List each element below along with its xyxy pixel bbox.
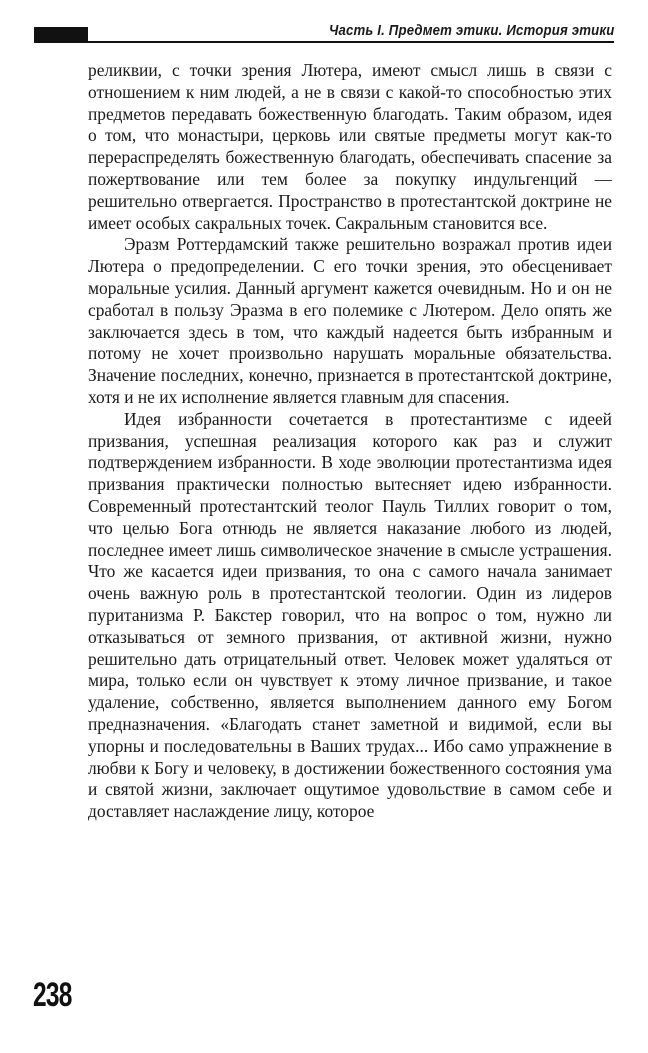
- page-number: 238: [33, 976, 72, 1014]
- header-rule: [88, 41, 614, 43]
- page-body: [88, 60, 612, 823]
- paragraph-1: реликвии, с точки зрения Лютера, имеют смысл лишь в связи с отношением к ним людей, а не в связи с какой-то способностью этих предметов передавать божественную благодать. Таким образом, идея о том, что монастыри, церковь или святые предметы могут как-то перераспределять божественную благодать, обеспечивать спасение за пожертвование или тем более за покупку индульгенций — решительно отвергается. Пространство в протестантской доктрине не имеет особых сакральных точек. Сакральным становится все.: [88, 60, 612, 233]
- paragraph-2: Эразм Роттердамский также решительно возражал против идеи Лютера о предопределении. С его точки зрения, это обесценивает моральные усилия. Данный аргумент кажется очевидным. Но и он не сработал в пользу Эразма в его полемике с Лютером. Дело опять же заключается здесь в том, что каждый надеется быть избранным и потому не хочет произвольно нарушать моральные обязательства. Значение последних, конечно, признается в протестантской доктрине, хотя и не их исполнение является главным для спасения.: [88, 234, 612, 407]
- header-bar: [34, 27, 88, 43]
- running-header: Часть I. Предмет этики. История этики: [328, 22, 614, 39]
- paragraph-3: Идея избранности сочетается в протестантизме с идеей призвания, успешная реализация которого как раз и служит подтверждением избранности. В ходе эволюции протестантизма идея призвания практически полностью вытесняет идею избранности. Современный протестантский теолог Пауль Тиллих говорит о том, что целью Бога отнюдь не является наказание любого из людей, последнее имеет лишь символическое значение в смысле устрашения. Что же касается идеи призвания, то она с самого начала занимает очень важную роль в протестантской теологии. Один из лидеров пуританизма Р. Бакстер говорил, что на вопрос о том, нужно ли отказываться от земного призвания, от активной жизни, нужно решительно дать отрицательный ответ. Человек может удаляться от мира, только если он чувствует к этому личное призвание, и такое удаление, собственно, является выполнением данного ему Богом предназначения. «Благодать станет заметной и видимой, если вы упорны и последовательны в Ваших трудах... Ибо само упражнение в любви к Богу и человеку, в достижении божественного состояния ума и святой жизни, заключает ощутимое удовольствие в самом себе и доставляет наслаждение лицу, которое: [88, 408, 612, 822]
